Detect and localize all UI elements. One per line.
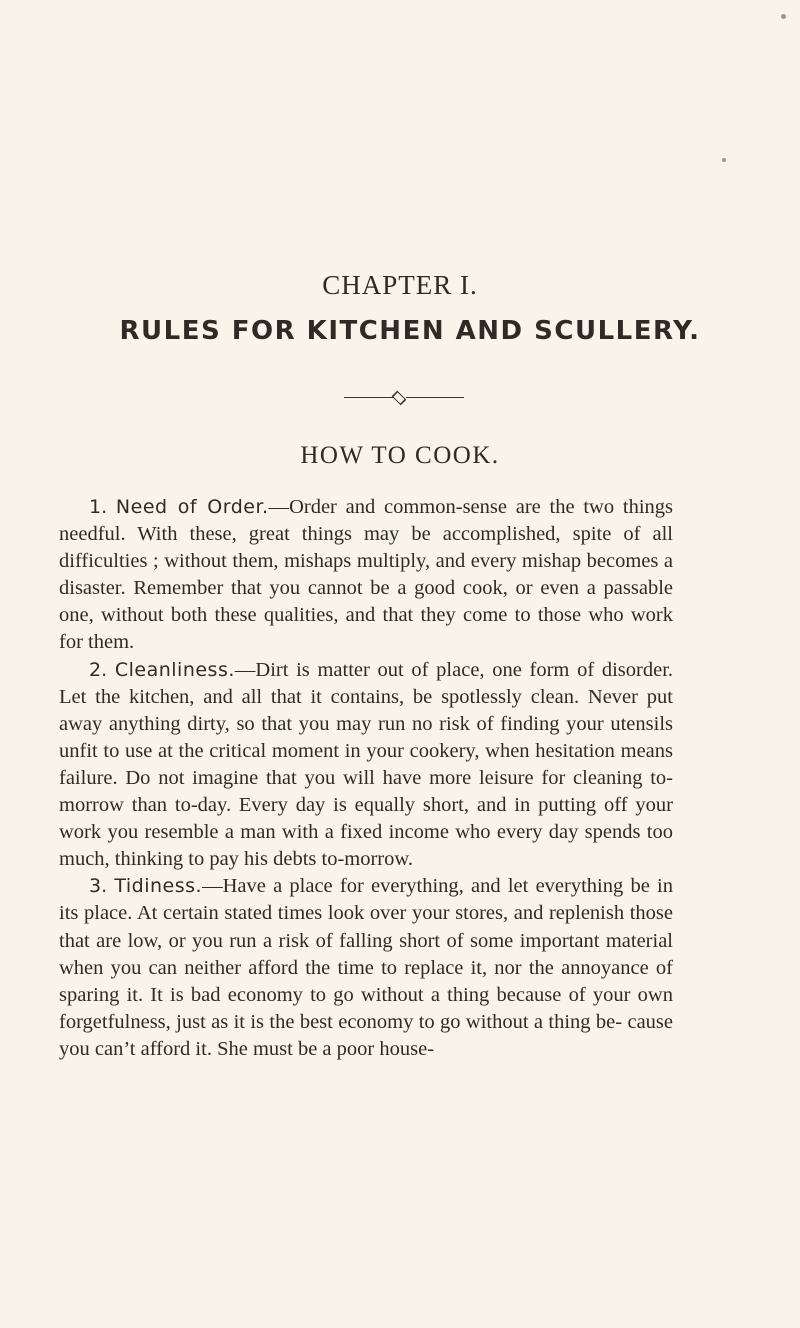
paragraph-heading: Cleanliness. bbox=[114, 658, 235, 681]
paper-speck bbox=[781, 14, 786, 19]
divider-ornament bbox=[344, 393, 464, 403]
paragraph-tidiness bbox=[59, 873, 673, 1063]
paragraph-cleanliness bbox=[59, 657, 673, 874]
divider-line-left bbox=[344, 397, 394, 398]
paragraph-need-of-order bbox=[59, 494, 673, 657]
paragraph-heading: Need of Order. bbox=[115, 496, 269, 518]
body-text bbox=[59, 494, 673, 1063]
paragraph-heading: Tidiness. bbox=[114, 875, 203, 898]
paper-speck bbox=[722, 158, 726, 162]
chapter-heading: CHAPTER I. bbox=[322, 270, 478, 300]
divider-line-right bbox=[406, 397, 464, 398]
paragraph-number: 1. bbox=[89, 496, 108, 518]
diamond-ornament-icon bbox=[392, 391, 407, 406]
paragraph-number: 3. bbox=[89, 875, 108, 898]
paragraph-text: —Order and common-sense are the two things needful. With these, great things may be accomplished, spite of all difficulties ; without them, mishaps multiply, and every mishap becomes a disaster. Remember that you cannot be a good cook, or even a passable one, without both these qualities, and that they come to those who work for them. bbox=[59, 496, 674, 654]
chapter-title: RULES FOR KITCHEN AND SCULLERY. bbox=[119, 316, 701, 346]
paragraph-number: 2. bbox=[89, 658, 108, 681]
paragraph-text: —Dirt is matter out of place, one form of disorder. Let the kitchen, and all that it contains, be spotlessly clean. Never put away anything dirty, so that you may run no risk of finding your utensils unfit to use at the critical moment in your cookery, when hesitation means failure. Do not imagine that you will have more leisure for cleaning to-morrow than to-day. Every day is equally short, and in putting off your work you resemble a man with a fixed income who every day spends too much, thinking to pay his debts to-morrow. bbox=[59, 658, 674, 871]
section-subtitle: HOW TO COOK. bbox=[300, 442, 500, 469]
paragraph-text: —Have a place for everything, and let everything be in its place. At certain stated times look over your stores, and replenish those that are low, or you run a risk of falling short of some important material when you can neither afford the time to replace it, nor the annoyance of sparing it. It is bad economy to go without a thing because of your own forgetfulness, just as it is the best economy to go without a thing be- cause you can’t afford it. She must be a poor house- bbox=[59, 875, 673, 1060]
